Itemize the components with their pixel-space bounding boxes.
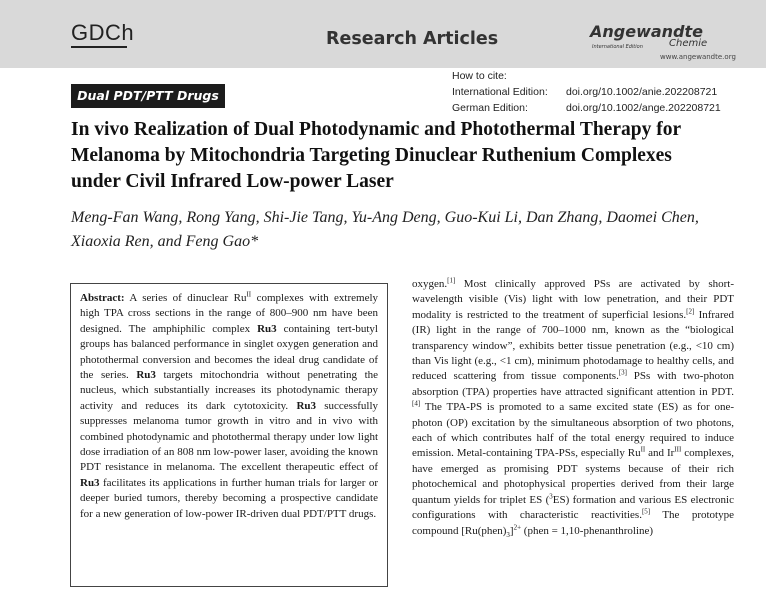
compound-ru3: Ru3 <box>296 399 316 412</box>
abstract-text: containing tert-butyl groups has balanced performance in singlet oxygen generation and photothermal conversion and becomes the ideal drug candidate of the series. <box>80 322 378 382</box>
body-span: and Ir <box>645 447 675 460</box>
cite-intl-doi[interactable]: doi.org/10.1002/anie.202208721 <box>566 86 718 98</box>
reference-link[interactable]: [4] <box>412 399 421 408</box>
abstract-text: facilitates its applications in further human trials for larger or deeper buried tumors, thereby becoming a prospective candidate for a new generation of low-power IR-driven dual PDT/PTT drugs. <box>80 476 378 520</box>
journal-logo[interactable]: Angewandte <box>590 22 703 41</box>
ru-oxidation-state: II <box>246 290 252 299</box>
body-span: The TPA-PS is promoted to a same excited state (ES) as for one-photon (OP) excitation by the simultaneous absorption of two photons, each of which contributes half of the total energy required to induce emission. Metal-containing TPA-PSs, especially Ru <box>412 401 734 460</box>
page-header <box>0 0 766 68</box>
article-title: In vivo Realization of Dual Photodynamic and Photothermal Therapy for Melanoma by Mitochondria Targeting Dinuclear Ruthenium Complexes under Civil Infrared Low-power Laser <box>71 119 681 192</box>
body-span: oxygen. <box>412 278 448 290</box>
journal-chemie: Chemie <box>669 38 708 49</box>
oxidation-state: II <box>640 445 646 454</box>
body-span: PSs with two-photon absorption (TPA) properties have attracted significant attention in PDT. <box>412 370 734 398</box>
logo-underline <box>71 46 127 48</box>
reference-link[interactable]: [2] <box>686 307 695 316</box>
abstract-label: Abstract: <box>80 292 125 304</box>
abstract-text: successfully suppresses melanoma tumor growth in vitro and in vivo with combined photodynamic and photothermal therapy under low light dose irradiation of an 808 nm low-power laser, avoiding the known PDT resistance in melanoma. The excellent therapeutic effect of <box>80 399 379 474</box>
abstract-text: complexes with extremely high TPA cross sections in the range of 800–900 nm have been designed. The amphiphilic complex <box>80 292 379 335</box>
abstract-text: targets mitochondria without penetrating the nucleus, which substantially increases its photodynamic therapy activity and reduces its dark cytotoxicity. <box>80 369 379 412</box>
subscript: 3 <box>506 530 510 539</box>
compound-ru3: Ru3 <box>136 369 156 382</box>
body-text <box>412 277 734 539</box>
journal-edition: International Edition <box>592 44 643 50</box>
cite-intl-label: International Edition: <box>452 86 548 98</box>
body-span: complexes, have emerged as promising PDT systems because of their rich photochemical and photophysical properties derived from their large quantum yields for triplet ES ( <box>412 447 734 506</box>
topic-badge: Dual PDT/PTT Drugs <box>71 84 225 108</box>
abstract-text: A series of dinuclear Ru <box>124 292 247 304</box>
body-span: The prototype compound [Ru(phen) <box>412 509 734 537</box>
cite-heading: How to cite: <box>452 70 507 82</box>
gdch-logo[interactable]: GDCh <box>71 20 135 45</box>
body-span: ] <box>509 524 514 537</box>
journal-url[interactable]: www.angewandte.org <box>660 53 736 61</box>
triplet-superscript: 3 <box>549 492 553 501</box>
body-span: ES) formation and various ES electronic configurations with characteristic reactivities. <box>412 493 734 522</box>
charge-superscript: 2+ <box>513 522 522 531</box>
reference-link[interactable]: [1] <box>447 276 456 285</box>
body-span: Infrared (IR) light in the range of 700–1000 nm, known as the “biological transparency window”, exhibits better tissue penetration (e.g., <10 cm) than Vis light (e.g., <1 cm), minimum photodamage to healthy cells, and reduced scattering from tissue components. <box>412 308 734 383</box>
body-span: (phen = 1,10-phenanthroline) <box>521 524 654 537</box>
cite-german-doi[interactable]: doi.org/10.1002/ange.202208721 <box>566 102 721 114</box>
compound-ru3: Ru3 <box>80 476 100 489</box>
oxidation-state: III <box>674 445 682 454</box>
body-span: Most clinically approved PSs are activated by short-wavelength visible (Vis) light with low penetration, and their PDT modality is restricted to the treatment of superficial lesions. <box>412 278 734 321</box>
abstract-box <box>70 283 388 587</box>
reference-link[interactable]: [5] <box>641 507 651 516</box>
section-title: Research Articles <box>326 29 499 49</box>
author-list: Meng-Fan Wang, Rong Yang, Shi-Jie Tang, Yu-Ang Deng, Guo-Kui Li, Dan Zhang, Daomei Chen, Xiaoxia Ren, and Feng Gao* <box>71 209 699 250</box>
reference-link[interactable]: [3] <box>618 368 628 377</box>
compound-ru3: Ru3 <box>257 322 277 335</box>
cite-german-label: German Edition: <box>452 102 528 114</box>
